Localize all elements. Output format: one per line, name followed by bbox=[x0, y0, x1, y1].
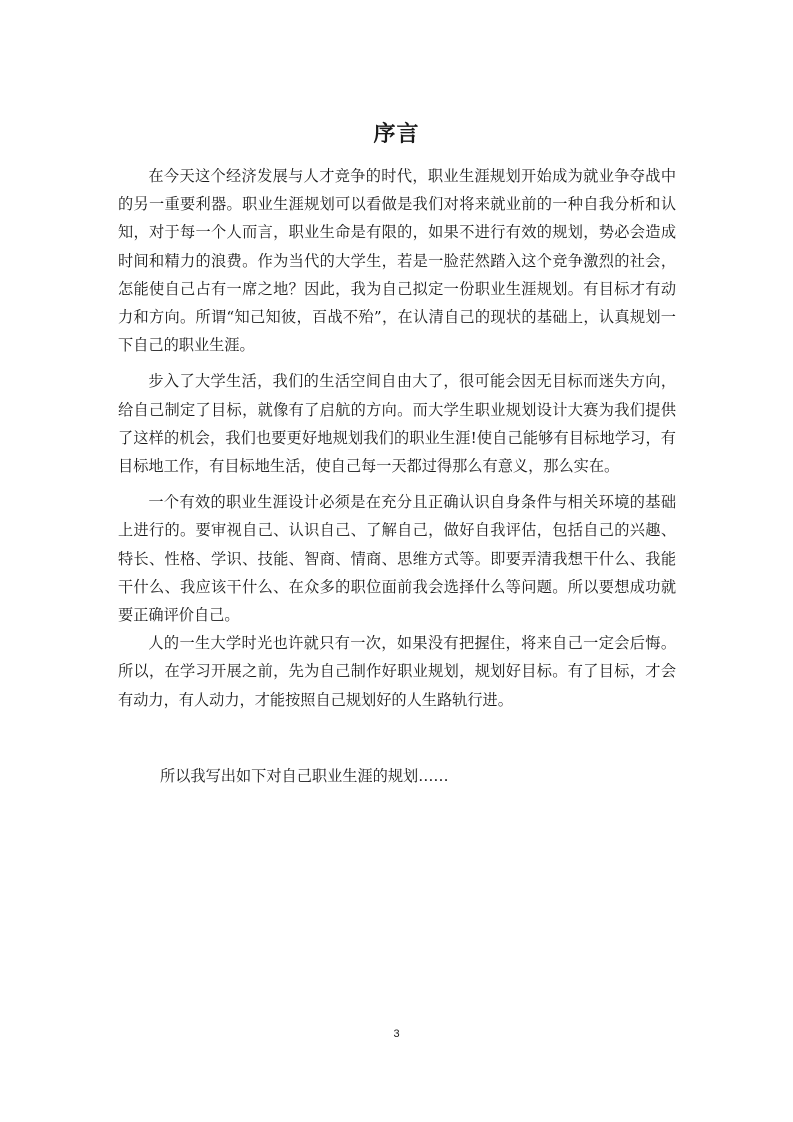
page-number: 3 bbox=[393, 1028, 400, 1040]
body-text bbox=[118, 162, 676, 714]
paragraph-university-life: 步入了大学生活，我们的生活空间自由大了，很可能会因无目标而迷失方向，给自己制定了目标，就像有了启航的方向。而大学生职业规划设计大赛为我们提供了这样的机会，我们也要更好地规划我们的职业生涯!使自己能够有目标地学习，有目标地工作，有目标地生活，使自己每一天都过得那么有意义，那么实在。 bbox=[118, 372, 676, 476]
paragraph-planning: 人的一生大学时光也许就只有一次，如果没有把握住，将来自己一定会后悔。所以，在学习开展之前，先为自己制作好职业规划，规划好目标。有了目标，才会有动力，有人动力，才能按照自己规划好的人生路轨行进。 bbox=[118, 634, 676, 709]
paragraph-intro: 在今天这个经济发展与人才竞争的时代，职业生涯规划开始成为就业争夺战中的另一重要利器。职业生涯规划可以看做是我们对将来就业前的一种自我分析和认知，对于每一个人而言，职业生命是有限的，如果不进行有效的规划，势必会造成时间和精力的浪费。作为当代的大学生，若是一脸茫然踏入这个竞争激烈的社会，怎能使自己占有一席之地？因此，我为自己拟定一份职业生涯规划。有目标才有动力和方向。所谓“知己知彼，百战不殆”，在认清自己的现状的基础上，认真规划一下自己的职业生涯。 bbox=[118, 167, 676, 355]
paragraph-self-assessment: 一个有效的职业生涯设计必须是在充分且正确认识自身条件与相关环境的基础上进行的。要审视自己、认识自己、了解自己，做好自我评估，包括自己的兴趣、特长、性格、学识、技能、智商、情商、思维方式等。即要弄清我想干什么、我能干什么、我应该干什么、在众多的职位面前我会选择什么等问题。所以要想成功就要正确评价自己。 bbox=[118, 493, 676, 625]
page-title: 序言 bbox=[373, 122, 420, 147]
closing-line: 所以我写出如下对自己职业生涯的规划…… bbox=[160, 767, 449, 785]
